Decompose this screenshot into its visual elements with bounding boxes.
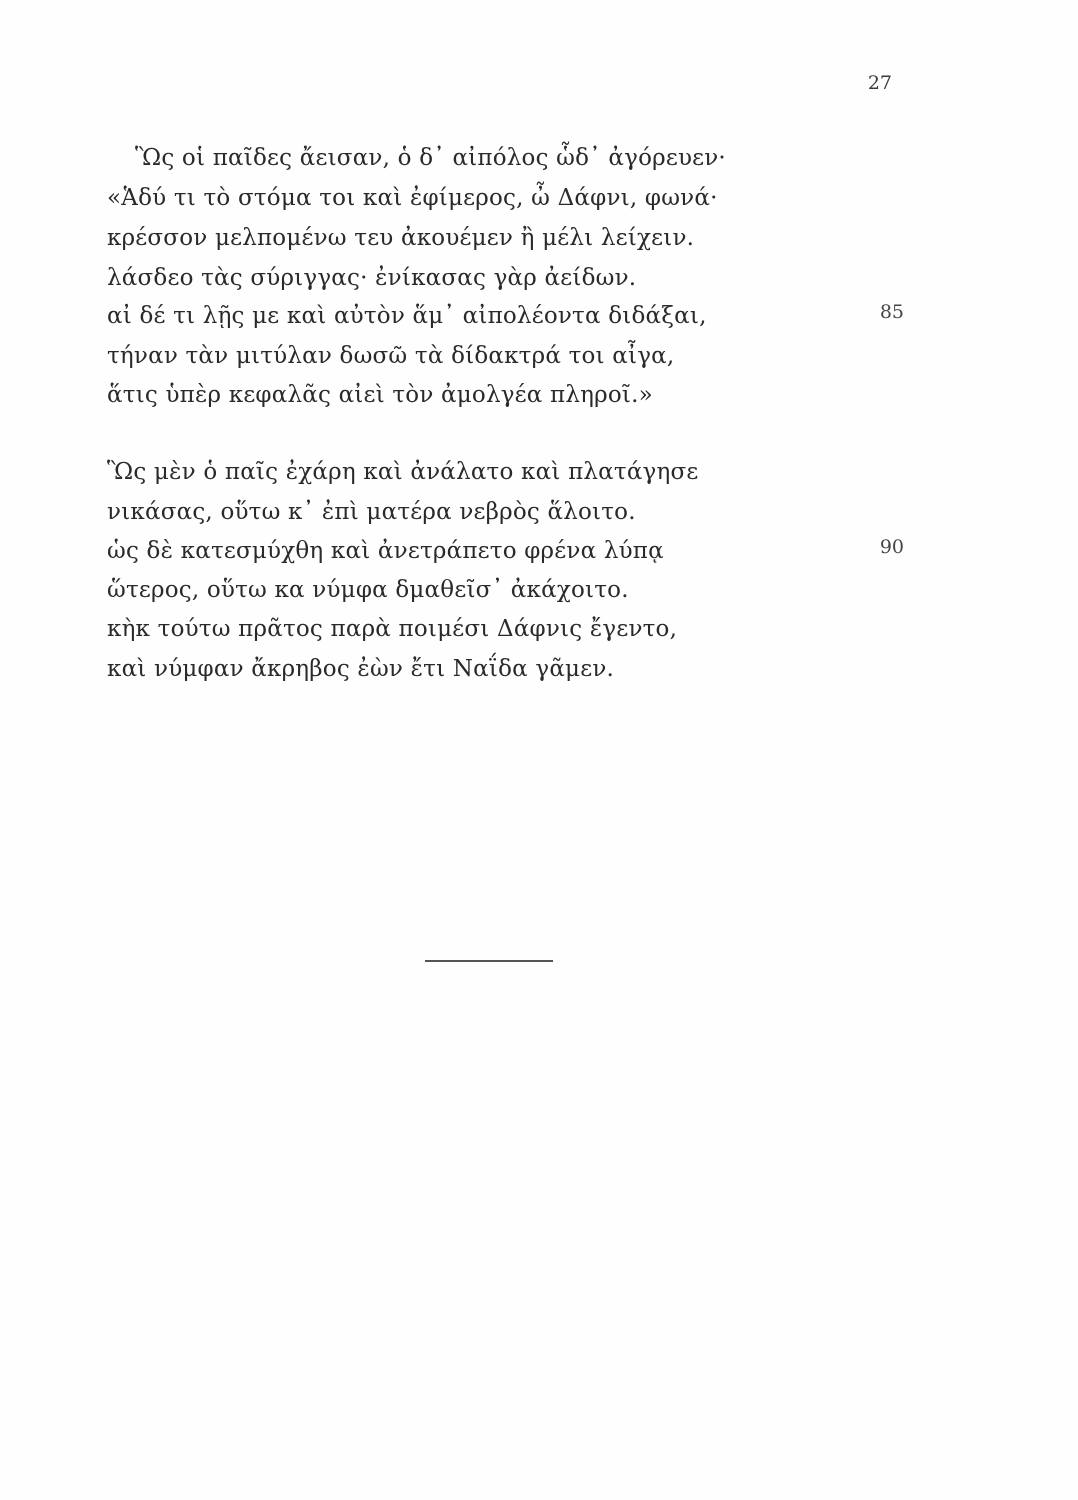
verse-line: καὶ νύμφαν ἄκρηβος ἐὼν ἔτι Ναΐδα γᾶμεν. bbox=[107, 656, 615, 682]
verse-line: τήναν τὰν μιτύλαν δωσῶ τὰ δίδακτρά τοι αἶγα, bbox=[107, 343, 675, 369]
verse-line: Ὣς μὲν ὁ παῖς ἐχάρη καὶ ἀνάλατο καὶ πλατάγησε bbox=[107, 459, 699, 485]
verse-line: νικάσας, οὕτω κ᾽ ἐπὶ ματέρα νεβρὸς ἅλοιτο. bbox=[107, 499, 636, 525]
verse-line: «Ἁδύ τι τὸ στόμα τοι καὶ ἐφίμερος, ὦ Δάφνι, φωνά· bbox=[107, 185, 718, 211]
verse-line: λάσδεο τὰς σύριγγας· ἐνίκασας γὰρ ἀείδων. bbox=[107, 265, 637, 291]
verse-line: ὥτερος, οὕτω κα νύμφα δμαθεῖσ᾽ ἀκάχοιτο. bbox=[107, 577, 629, 603]
section-rule bbox=[425, 960, 553, 962]
verse-line: αἰ δέ τι λῇς με καὶ αὐτὸν ἅμ᾽ αἰπολέοντα διδάξαι, bbox=[107, 303, 707, 329]
verse-line: κὴκ τούτω πρᾶτος παρὰ ποιμέσι Δάφνις ἔγεντο, bbox=[107, 616, 678, 642]
line-number: 85 bbox=[879, 301, 904, 323]
verse-line: κρέσσον μελπομένω τευ ἀκουέμεν ἢ μέλι λείχειν. bbox=[107, 225, 695, 251]
verse-line: Ὣς οἱ παῖδες ἄεισαν, ὁ δ᾽ αἰπόλος ὧδ᾽ ἀγόρευεν· bbox=[135, 145, 726, 171]
verse-line: ὡς δὲ κατεσμύχθη καὶ ἀνετράπετο φρένα λύπᾳ bbox=[107, 538, 664, 564]
page-number: 27 bbox=[867, 72, 892, 94]
verse-line: ἅτις ὑπὲρ κεφαλᾶς αἰεὶ τὸν ἀμολγέα πληροῖ.» bbox=[107, 382, 653, 408]
line-number: 90 bbox=[879, 536, 904, 558]
